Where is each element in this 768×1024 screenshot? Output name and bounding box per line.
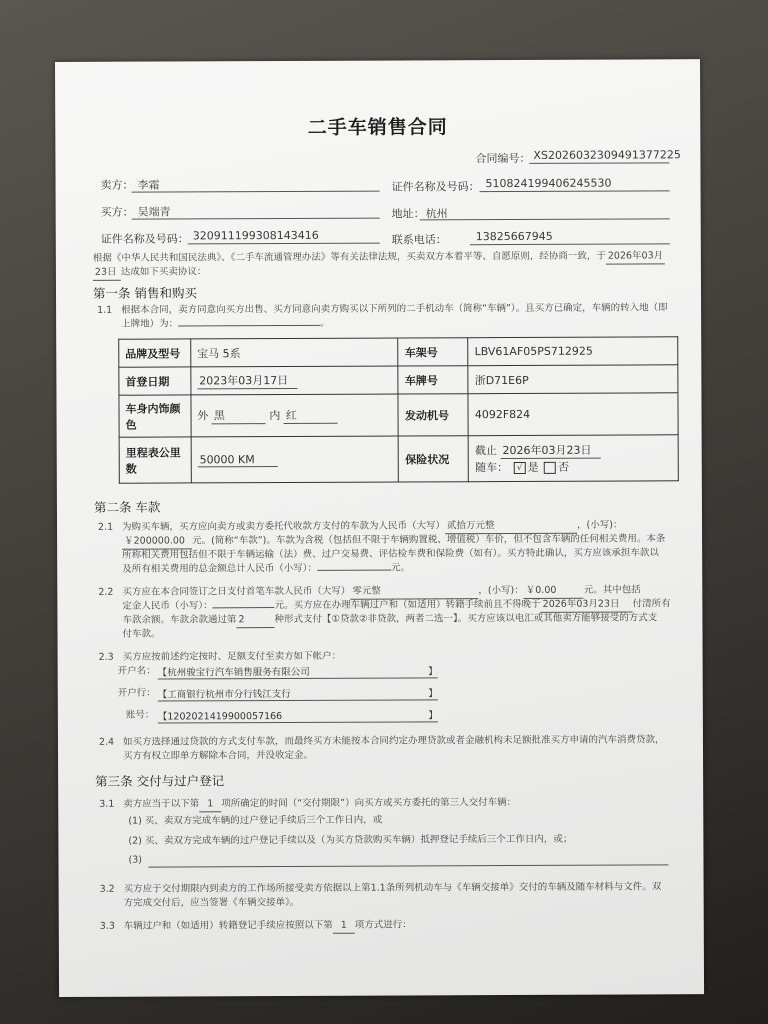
clause-3-2-line-1: 买方应于交付期限内到卖方的工作场所接受卖方依据以上第1.1条所列机动车与《车辆交接单》交付的车辆及随车材料与文件。双 — [123, 881, 662, 895]
insurance-until-label: 截止 — [474, 444, 498, 458]
account-bank-field: 【工商银行杭州市分行钱江支行 】 — [158, 685, 438, 701]
contract-page — [55, 59, 704, 997]
checkbox-yes-label: 是 — [527, 460, 539, 474]
clause-3-1-text: 卖方应当于以下第 1 项所确定的时间（“交付期限”）向买方或买方委托的第三人交付车辆： — [123, 796, 516, 813]
buyer-phone-label: 联系电话： — [391, 233, 447, 247]
seller-name-underline — [132, 191, 380, 193]
account-number-field: 【1202021419900057166 】 — [158, 707, 438, 723]
buyer-address-underline — [420, 218, 670, 220]
account-name-field: 【杭州骏宝行汽车销售服务有限公司 】 — [158, 663, 438, 679]
clause-3-2-line-2: 方完成交付后，应当签署《车辆交接单》。 — [123, 896, 300, 909]
buyer-phone-underline — [470, 243, 670, 245]
clause-2-2-line-3: 车款余额。车款余款通过第 2 种形式支付【①贷款②非贷款，两者二选一】。买方应该以电汇或其他卖方能够接受的方式支 — [122, 611, 657, 628]
vin-value: LBV61AF05PS712925 — [468, 337, 678, 366]
mileage-label: 里程表公里数 — [119, 437, 191, 483]
intro-text-2: 23日 达成如下买卖协议： — [93, 265, 207, 280]
plate-label: 车牌号 — [398, 366, 468, 394]
clause-2-4-line-2: 买方有权立即单方解除本合同，并没收定金。 — [123, 749, 314, 762]
color-label: 车身内饰颜色 — [119, 395, 191, 437]
brand-value: 宝马 5系 — [191, 338, 399, 367]
section-3-title: 第三条 交付与过户登记 — [95, 773, 225, 789]
color-cell — [191, 394, 399, 437]
clause-3-1-option-3-underline — [149, 864, 669, 867]
account-bank-label: 开户行： — [117, 687, 156, 699]
document-title: 二手车销售合同 — [307, 116, 448, 139]
clause-2-4-line-1: 如买方选择通过贷款的方式支付车款，而最终买方未能按本合同约定办理贷款或者金融机构未足额批准买方申请的汽车消费贷款， — [122, 734, 665, 748]
account-bank: 工商银行杭州市分行钱江支行 — [167, 688, 291, 701]
buyer-id-label: 证件名称及号码： — [100, 232, 189, 246]
color-interior-label: 内 — [269, 409, 281, 423]
clause-3-2-number: 3.2 — [99, 883, 115, 895]
clause-2-3-text: 买方应按前述约定按时、足额支付至卖方如下帐户： — [122, 650, 342, 663]
section-1-title: 第一条 销售和购买 — [92, 285, 198, 301]
checkbox-no-label: 否 — [558, 460, 570, 474]
clause-3-1-number: 3.1 — [99, 798, 115, 810]
clause-2-1-line-4: 及所有相关费用的总金额总计人民币（小写）： 元。 — [122, 562, 411, 575]
clause-2-3-number: 2.3 — [98, 651, 114, 663]
seller-id: 510824199406245530 — [485, 176, 612, 191]
clause-2-1-number: 2.1 — [98, 521, 114, 533]
insurance-with-car-label: 随车： — [475, 461, 509, 475]
reg-date-cell — [191, 366, 399, 395]
clause-1-1-number: 1.1 — [97, 304, 113, 316]
insurance-cell — [468, 435, 678, 482]
clause-2-2-line-2: 定金人民币（小写）： 元。买方应在办理车辆过户和（如适用）转籍手续前且不得晚于 2026年03月23日 付清所有 — [122, 598, 671, 612]
table-row — [119, 393, 678, 437]
clause-3-1-option-3: (3) — [128, 854, 142, 866]
clause-2-2-line-1: 买方应在本合同签订之日支付首笔车款人民币（大写） 零元整 ，(小写)： ￥0.00 元。其中包括 — [122, 583, 641, 600]
reg-date-value: 2023年03月17日 — [197, 372, 297, 389]
contract-number-label: 合同编号： — [475, 151, 531, 166]
seller-id-underline — [480, 190, 670, 192]
vin-label: 车架号 — [398, 338, 468, 366]
clause-3-3-number: 3.3 — [99, 920, 115, 932]
buyer-address: 杭州 — [425, 207, 448, 221]
checkbox-yes[interactable]: √ — [514, 462, 526, 474]
mileage-cell — [191, 436, 399, 483]
intro-text: 根据《中华人民共和国民法典》、《二手车流通管理办法》等有关法律法规，买卖双方本着平等、自愿原则，经协商一致，于 2026年03月 — [93, 249, 665, 266]
insurance-label: 保险状况 — [399, 436, 469, 482]
contract-number: XS2026032309491377225 — [533, 148, 681, 162]
seller-label: 卖方： — [100, 178, 134, 192]
mileage-value: 50000 KM — [198, 453, 278, 467]
buyer-name: 吴端青 — [137, 205, 171, 219]
seller-name: 李霜 — [137, 178, 160, 192]
buyer-address-label: 地址： — [391, 207, 425, 221]
clause-2-4-number: 2.4 — [98, 736, 115, 748]
table-row — [119, 337, 678, 367]
buyer-id-underline — [188, 243, 380, 245]
insurance-until-value: 2026年03月23日 — [500, 442, 600, 459]
clause-2-1-line-1: 为购买车辆，买方应向卖方或卖方委托代收款方支付的车款为人民币（大写） 贰拾万元整 ，(小写)： — [122, 519, 623, 533]
buyer-label: 买方： — [100, 205, 134, 219]
clause-2-2-number: 2.2 — [98, 586, 114, 598]
clause-2-2-line-4: 付车款。 — [122, 628, 161, 640]
clause-3-1-option-2: (2) 买、卖双方完成车辆的过户登记手续以及（为买方贷款购买车辆）抵押登记手续后三个工作日内，或； — [128, 833, 573, 847]
clause-1-1-text-2: 上牌地）为： 。 — [121, 317, 330, 330]
checkbox-no[interactable] — [544, 462, 556, 474]
table-row — [119, 365, 678, 395]
engine-label: 发动机号 — [398, 394, 468, 436]
color-exterior-label: 外 — [197, 409, 209, 423]
buyer-id: 320911199308143416 — [192, 228, 319, 243]
buyer-phone: 13825667945 — [475, 229, 553, 244]
seller-id-label: 证件名称及号码： — [391, 180, 480, 194]
clause-3-3-text: 车辆过户和（如适用）转籍登记手续应按照以下第 1 项方式进行： — [124, 918, 412, 934]
vehicle-table — [118, 336, 679, 483]
account-name-label: 开户名： — [117, 665, 156, 677]
account-number-label: 账号： — [125, 709, 155, 721]
clause-1-1-text: 根据本合同，卖方同意向买方出售、买方同意向卖方购买以下所列的二手机动车（简称“车辆”）。且买方已确定，车辆的转入地（即 — [121, 302, 668, 316]
clause-2-1-line-3: 所称相关费用包括但不限于车辆运输（法）费、过户交易费、评估检车费和保险费（如有）。买方特此确认，买方应该承担车款以 — [122, 547, 659, 561]
account-number: 1202021419900057166 — [167, 711, 283, 723]
table-row — [119, 435, 678, 483]
buyer-name-underline — [132, 218, 380, 220]
contract-number-underline — [529, 162, 669, 164]
plate-value: 浙D71E6P — [468, 365, 678, 394]
engine-value: 4092F824 — [468, 393, 678, 436]
color-interior-value: 红 — [284, 407, 338, 424]
account-name: 杭州骏宝行汽车销售服务有限公司 — [167, 666, 310, 679]
clause-3-1-option-1: (1) 买、卖双方完成车辆的过户登记手续后三个工作日内，或 — [128, 814, 383, 827]
reg-date-label: 首登日期 — [119, 367, 191, 395]
clause-2-1-line-2: ￥200000.00 元。(简称“车款”)。车款为含税（包括但不限于车辆购置税、增值税）车价，但不包含车辆的任何相关费用。本条 — [122, 532, 665, 549]
color-exterior-value: 黑 — [212, 407, 266, 424]
brand-label: 品牌及型号 — [119, 339, 191, 367]
section-2-title: 第二条 车款 — [93, 499, 161, 515]
